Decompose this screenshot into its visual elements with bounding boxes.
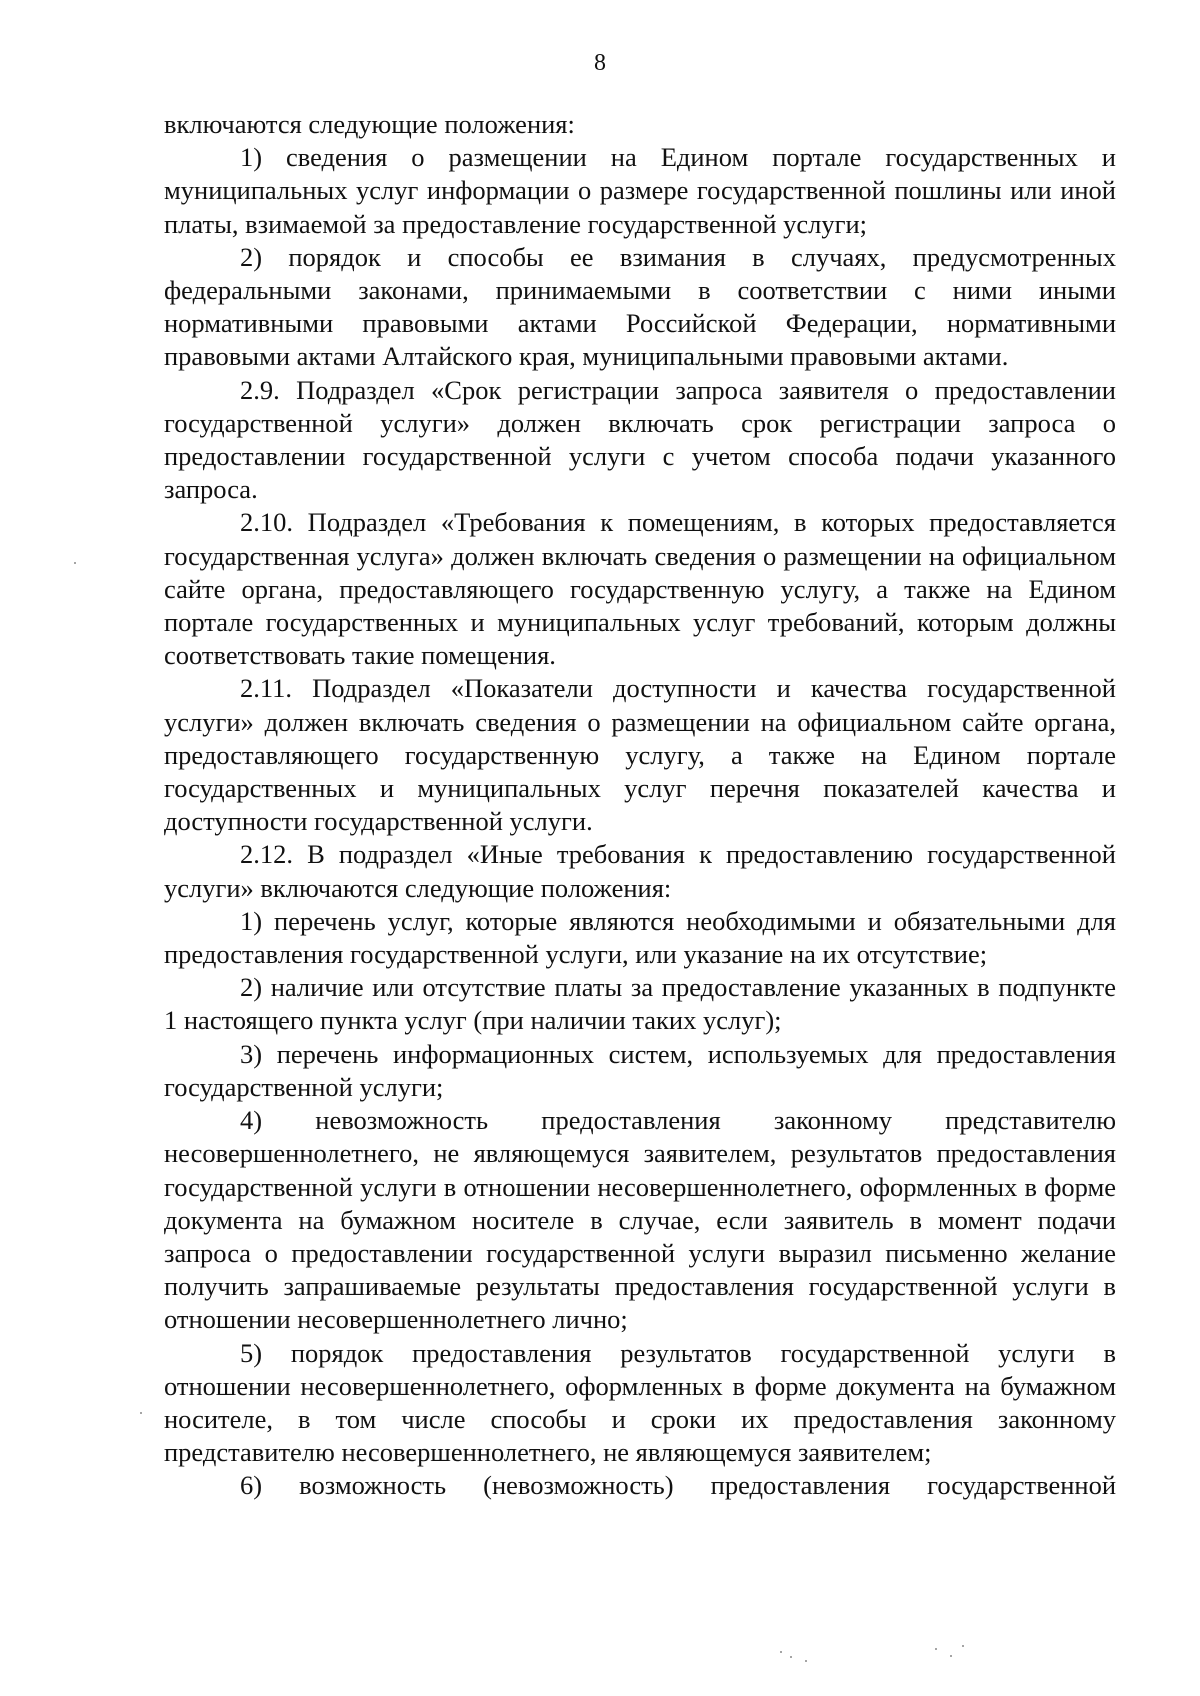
paragraph-item-6-possibility: 6) возможность (невозможность) предоставления государственной	[240, 1470, 1116, 1501]
paragraph-continuation: включаются следующие положения:	[164, 109, 575, 139]
scan-speck	[950, 1655, 952, 1657]
paragraph-2-11-accessibility-indicators: 2.11. Подраздел «Показатели доступности и качества государственной услуги» должен включать сведения о размещении на официальном сайте органа, предоставляющего государственную услугу, а также на Едином портале государственных и муниципальных услуг перечня показателей качества и доступности государственной услуги.	[164, 673, 1116, 837]
paragraph-item-5-minor-results-procedure: 5) порядок предоставления результатов государственной услуги в отношении несовершеннолетнего, оформленных в форме документа на бумажном носителе, в том числе способы и сроки их предоставления законному представителю несовершеннолетнего, не являющемуся заявителем;	[164, 1337, 1116, 1468]
page-number: 8	[594, 50, 606, 76]
scan-speck	[805, 1660, 807, 1662]
scan-speck	[74, 562, 76, 564]
scan-speck	[962, 1645, 964, 1647]
paragraph-item-2-service-fees: 2) наличие или отсутствие платы за предоставление указанных в подпункте 1 настоящего пункта услуг (при наличии таких услуг);	[164, 972, 1116, 1036]
scan-speck	[935, 1648, 937, 1650]
scan-speck	[140, 1412, 142, 1414]
scan-speck	[780, 1651, 782, 1653]
paragraph-item-1-portal-fee-info: 1) сведения о размещении на Едином портале государственных и муниципальных услуг информации о размере государственной пошлины или иной платы, взимаемой за предоставление государственной услуги;	[164, 142, 1116, 239]
paragraph-2-9-registration-term: 2.9. Подраздел «Срок регистрации запроса заявителя о предоставлении государственной услуги» должен включать срок регистрации запроса о предоставлении государственной услуги с учетом способа подачи указанного запроса.	[164, 374, 1116, 505]
paragraph-item-2-fee-collection: 2) порядок и способы ее взимания в случаях, предусмотренных федеральными законами, принимаемыми в соответствии с ними иными нормативными правовыми актами Российской Федерации, нормативными правовыми актами Алтайского края, муниципальными правовыми актами.	[164, 241, 1116, 372]
paragraph-item-1-required-services: 1) перечень услуг, которые являются необходимыми и обязательными для предоставления государственной услуги, или указание на их отсутствие;	[164, 905, 1116, 970]
scan-speck	[790, 1656, 792, 1658]
paragraph-2-10-premises-requirements: 2.10. Подраздел «Требования к помещениям, в которых предоставляется государственная услуга» должен включать сведения о размещении на официальном сайте органа, предоставляющего государственную услугу, а также на Едином портале государственных и муниципальных услуг требований, которым должны соответствовать такие помещения.	[164, 507, 1116, 671]
paragraph-2-12-other-requirements: 2.12. В подраздел «Иные требования к предоставлению государственной услуги» включаются следующие положения:	[164, 839, 1116, 903]
paragraph-item-4-minor-results-restriction: 4) невозможность предоставления законному представителю несовершеннолетнего, не являющемуся заявителем, результатов предоставления государственной услуги в отношении несовершеннолетнего, оформленных в форме документа на бумажном носителе в случае, если заявитель в момент подачи запроса о предоставлении государственной услуги выразил письменно желание получить запрашиваемые результаты предоставления государственной услуги в отношении несовершеннолетнего лично;	[164, 1105, 1116, 1335]
paragraph-item-3-information-systems: 3) перечень информационных систем, используемых для предоставления государственной услуги;	[164, 1038, 1116, 1102]
document-body	[164, 108, 1116, 1503]
